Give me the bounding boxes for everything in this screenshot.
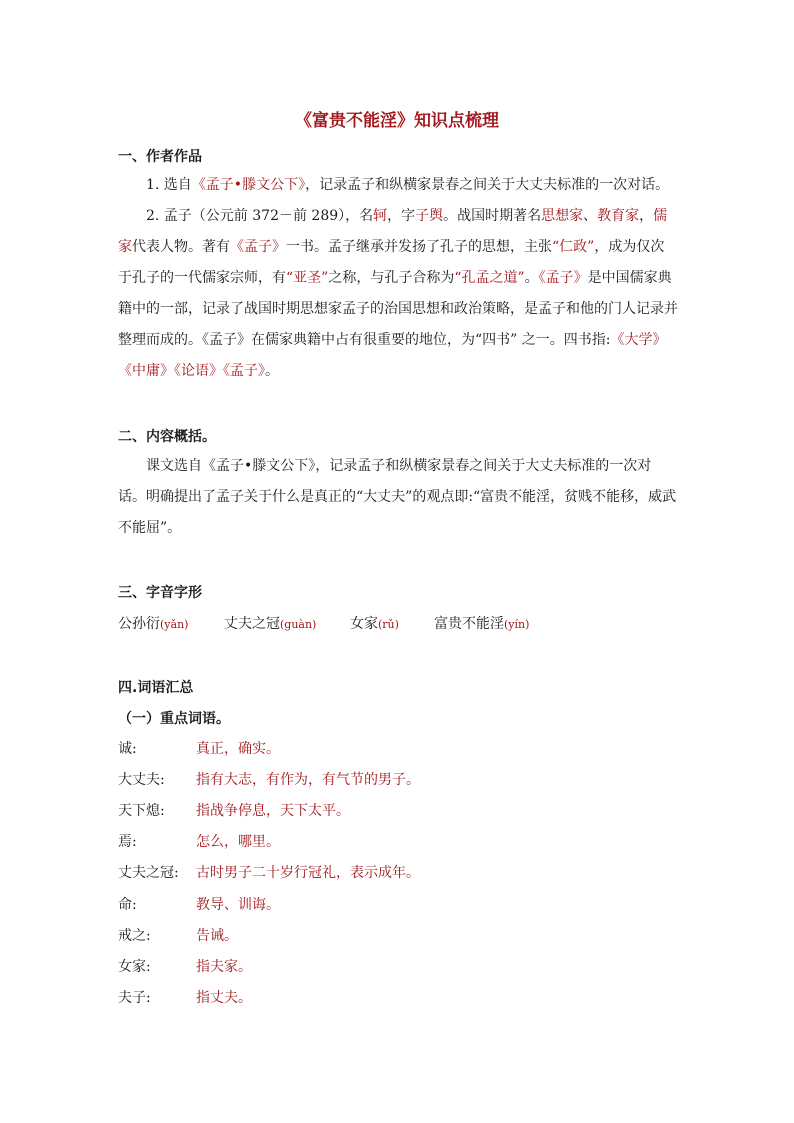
term-label: 大丈夫: bbox=[118, 772, 165, 788]
text: 丈夫之 bbox=[224, 616, 266, 632]
term-definition: 教导、训诲。 bbox=[196, 897, 280, 913]
text: ，字 bbox=[387, 208, 416, 224]
highlight: 《大学》《中庸》《论语》《孟子》 bbox=[118, 332, 667, 379]
text: 公孙 bbox=[118, 616, 146, 632]
term-definition: 指丈夫。 bbox=[196, 990, 252, 1006]
term-definition: 告诫。 bbox=[196, 928, 238, 944]
pronunciation-item bbox=[118, 613, 188, 633]
text: 是中国儒家典籍中的一部，记录了战国时期思想家孟子的治国思想和政治策略，是孟子和他的门人记录并整理而成的。《孟子》在儒家典籍中占有很重要的地位，为“四书” 之一。四书指: bbox=[118, 270, 678, 348]
term-label: 女家: bbox=[118, 959, 151, 975]
text: 淫 bbox=[490, 616, 504, 632]
term-label: 戒之: bbox=[118, 928, 151, 944]
term-label: 诚: bbox=[118, 741, 137, 757]
term-definition: 古时男子二十岁行冠礼，表示成年。 bbox=[196, 865, 420, 881]
term-definition: 指战争停息，天下太平。 bbox=[196, 803, 350, 819]
text: ，记录孟子和纵横家景春之间关于大丈夫标准的一次对话。 bbox=[305, 177, 670, 193]
term-definition: 真正，确实。 bbox=[196, 741, 280, 757]
term-label: 夫子: bbox=[118, 990, 151, 1006]
text: 。 bbox=[265, 363, 279, 379]
term-definition: 怎么，哪里。 bbox=[196, 834, 280, 850]
text: 之称，与孔子合称为 bbox=[328, 270, 455, 286]
section-heading-pronunciation: 三、字音字形 bbox=[118, 585, 202, 601]
subsection-heading-key-words: （一）重点词语。 bbox=[118, 711, 230, 727]
text: 富贵不能 bbox=[434, 616, 490, 632]
highlight: 儒家 bbox=[118, 208, 668, 255]
section-heading-author: 一、作者作品 bbox=[118, 149, 202, 165]
pinyin: (yín) bbox=[504, 618, 530, 631]
highlight: 思想家 bbox=[541, 208, 584, 224]
highlight: “仁政” bbox=[552, 239, 595, 255]
term-definition: 指夫家。 bbox=[196, 959, 252, 975]
highlight: 《孟子•滕文公下》 bbox=[191, 177, 306, 193]
paragraph-summary: 课文选自《孟子•滕文公下》，记录孟子和纵横家景春之间关于大丈夫标准的一次对话。明确提出了孟子关于什么是真正的“大丈夫”的观点即:“富贵不能淫，贫贱不能移，威武不能屈”。 bbox=[118, 458, 677, 536]
page-title: 《富贵不能淫》知识点梳理 bbox=[295, 111, 499, 131]
highlight: 《孟子》 bbox=[230, 239, 286, 255]
text: 一书。孟子继承并发扬了孔子的思想，主张 bbox=[286, 239, 552, 255]
highlight: “亚圣” bbox=[286, 270, 329, 286]
term-label: 焉: bbox=[118, 834, 137, 850]
paragraph-source bbox=[118, 170, 678, 201]
pronunciation-item bbox=[224, 613, 316, 633]
text: 衍 bbox=[146, 616, 160, 632]
pinyin: (guàn) bbox=[280, 618, 317, 631]
text: 1. 选自 bbox=[146, 177, 192, 193]
highlight: 教育家 bbox=[597, 208, 640, 224]
text: 。 bbox=[524, 270, 539, 286]
term-label: 天下熄: bbox=[118, 803, 165, 819]
section-heading-summary: 二、内容概括。 bbox=[118, 429, 216, 445]
highlight: 子舆 bbox=[415, 208, 444, 224]
highlight: “孔孟之道” bbox=[454, 270, 525, 286]
term-definition: 指有大志，有作为，有气节的男子。 bbox=[196, 772, 420, 788]
text: 、 bbox=[583, 208, 598, 224]
pinyin: (rǔ) bbox=[378, 618, 399, 631]
highlight: 轲 bbox=[373, 208, 388, 224]
paragraph-mencius bbox=[118, 201, 678, 387]
text: 女家 bbox=[350, 616, 378, 632]
highlight: 《孟子》 bbox=[538, 270, 588, 286]
text: ， bbox=[639, 208, 654, 224]
text: 代表人物。著有 bbox=[132, 239, 230, 255]
text: 冠 bbox=[266, 616, 280, 632]
term-label: 丈夫之冠: bbox=[118, 865, 179, 881]
pronunciation-item bbox=[350, 613, 399, 633]
term-label: 命: bbox=[118, 897, 137, 913]
text: 。战国时期著名 bbox=[443, 208, 542, 224]
text: 2. 孟子（公元前 372－前 289），名 bbox=[146, 208, 374, 224]
pinyin: (yǎn) bbox=[160, 618, 189, 631]
pronunciation-item bbox=[434, 613, 529, 633]
section-heading-vocabulary: 四.词语汇总 bbox=[118, 680, 194, 696]
text: ，成为仅次于孔子的一代儒家宗师，有 bbox=[118, 239, 665, 286]
